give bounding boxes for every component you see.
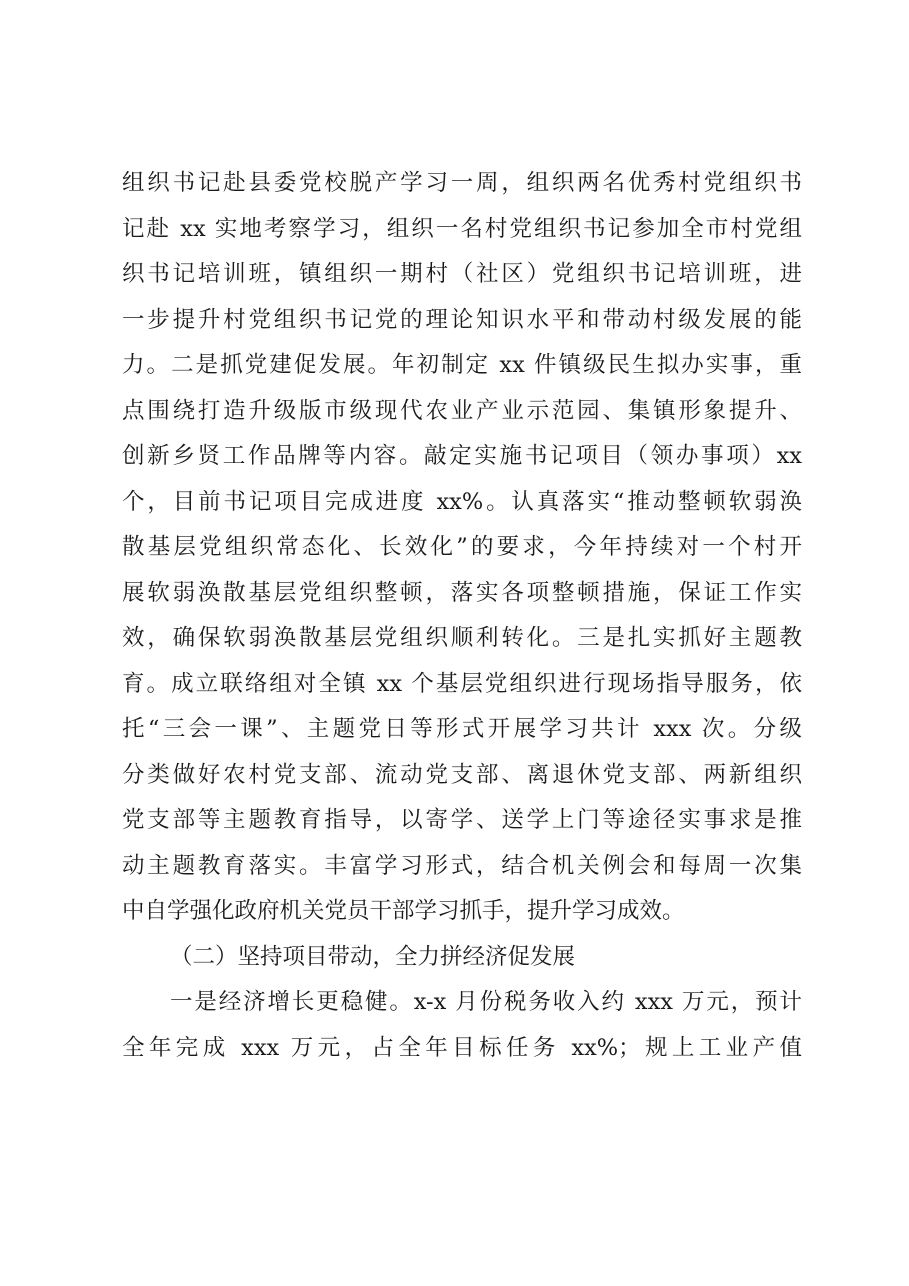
paragraph-line: 分类做好农村党支部、流动党支部、离退休党支部、两新组织: [122, 761, 802, 788]
paragraph-line: 散基层党组织常态化、长效化”的要求，今年持续对一个村开: [122, 534, 802, 560]
paragraph-line: 组织书记赴县委党校脱产学习一周，组织两名优秀村党组织书: [122, 170, 802, 196]
paragraph-line: 一步提升村党组织书记党的理论知识水平和带动村级发展的能: [122, 306, 802, 333]
paragraph-line: 创新乡贤工作品牌等内容。敲定实施书记项目（领办事项）xx: [122, 443, 802, 469]
paragraph-line: 托“三会一课”、主题党日等形式开展学习共计 xxx 次。分级: [122, 716, 802, 742]
document-body: [122, 161, 802, 1071]
paragraph-line: 中自学强化政府机关党员干部学习抓手，提升学习成效。: [122, 898, 685, 924]
paragraph-line: 力。二是抓党建促发展。年初制定 xx 件镇级民生拟办实事，重: [122, 352, 802, 378]
paragraph-line: 记赴 xx 实地考察学习，组织一名村党组织书记参加全市村党组: [122, 215, 802, 242]
paragraph-line: 一是经济增长更稳健。x-x 月份税务收入约 xxx 万元，预计: [170, 989, 802, 1015]
paragraph-line: 动主题教育落实。丰富学习形式，结合机关例会和每周一次集: [122, 852, 802, 879]
paragraph-line: 展软弱涣散基层党组织整顿，落实各项整顿措施，保证工作实: [122, 579, 802, 606]
paragraph-line: 全年完成 xxx 万元，占全年目标任务 xx%；规上工业产值: [122, 1034, 802, 1061]
paragraph-line: 效，确保软弱涣散基层党组织顺利转化。三是扎实抓好主题教: [122, 625, 802, 651]
paragraph-line: 党支部等主题教育指导，以寄学、送学上门等途径实事求是推: [122, 807, 802, 833]
paragraph-line: 个，目前书记项目完成进度 xx%。认真落实“推动整顿软弱涣: [122, 488, 802, 515]
paragraph-line: 育。成立联络组对全镇 xx 个基层党组织进行现场指导服务，依: [122, 670, 802, 697]
section-heading: （二）坚持项目带动，全力拼经济促发展: [170, 943, 576, 970]
paragraph-line: 点围绕打造升级版市级现代农业产业示范园、集镇形象提升、: [122, 397, 802, 424]
paragraph-line: 织书记培训班，镇组织一期村（社区）党组织书记培训班，进: [122, 261, 802, 287]
